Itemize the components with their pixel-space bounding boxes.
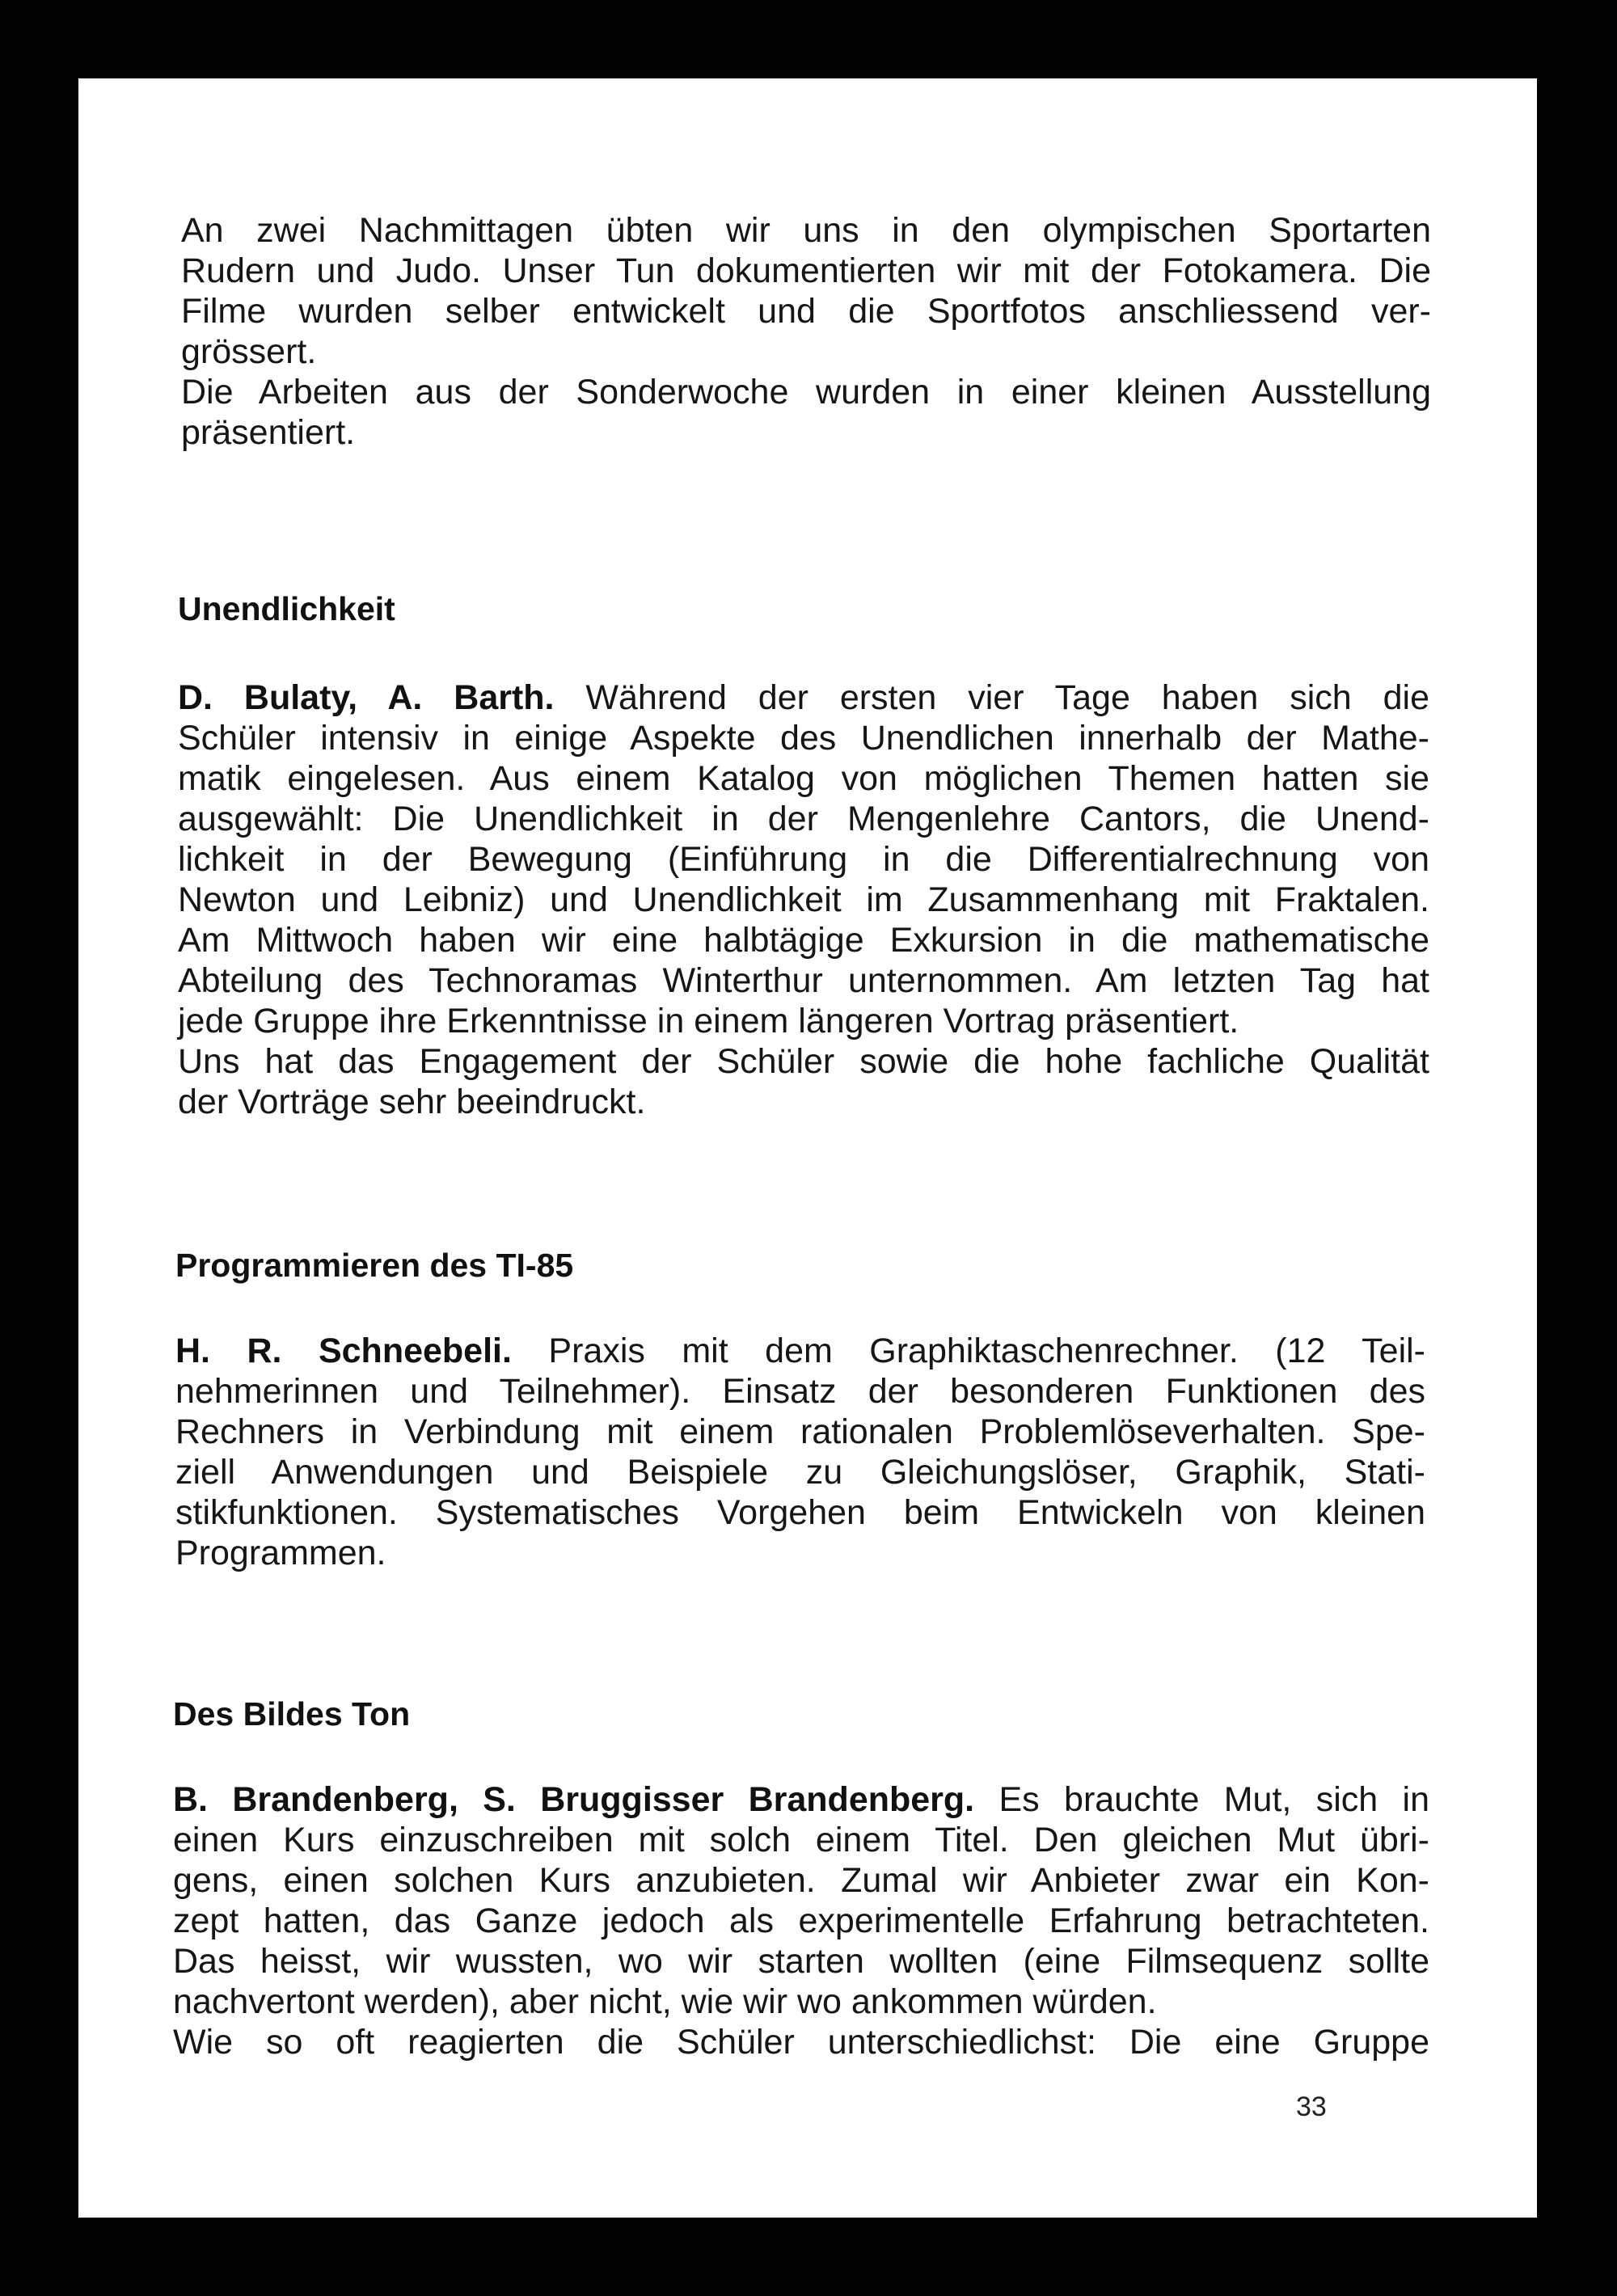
text-line: Uns hat das Engagement der Schüler sowie die hohe fachliche Qualität — [178, 1042, 1429, 1081]
text-line: lichkeit in der Bewegung (Einführung in die Differentialrechnung von — [178, 840, 1429, 879]
text-line — [175, 1331, 1425, 1371]
text-line: Abteilung des Technoramas Winterthur unternommen. Am letzten Tag hat — [178, 961, 1429, 1000]
text-line: ziell Anwendungen und Beispiele zu Gleichungslöser, Graphik, Stati- — [175, 1453, 1425, 1492]
section-heading: Unendlichkeit — [178, 590, 395, 627]
text-line: Programmen. — [175, 1534, 386, 1572]
text-line: nehmerinnen und Teilnehmer). Einsatz der besonderen Funktionen des — [175, 1372, 1425, 1411]
text-line: jede Gruppe ihre Erkenntnisse in einem längeren Vortrag präsentiert. — [178, 1002, 1239, 1040]
document-page — [78, 78, 1537, 2218]
text-line: Wie so oft reagierten die Schüler unterschiedlichst: Die eine Gruppe — [173, 2023, 1429, 2062]
author-names: B. Brandenberg, S. Bruggisser Brandenberg. — [173, 1780, 975, 1819]
text-span: Praxis mit dem Graphiktaschenrechner. (12 Teil- — [548, 1332, 1425, 1370]
text-line — [173, 1779, 1429, 1820]
text-line: zept hatten, das Ganze jedoch als experimentelle Erfahrung betrachteten. — [173, 1901, 1429, 1940]
text-line: nachvertont werden), aber nicht, wie wir wo ankommen würden. — [173, 1982, 1157, 2021]
text-line: Die Arbeiten aus der Sonderwoche wurden in einer kleinen Ausstellung — [181, 373, 1431, 412]
text-line: stikfunktionen. Systematisches Vorgehen beim Entwickeln von kleinen — [175, 1493, 1425, 1532]
text-line: Schüler intensiv in einige Aspekte des Unendlichen innerhalb der Mathe- — [178, 719, 1429, 758]
text-line: Newton und Leibniz) und Unendlichkeit im Zusammenhang mit Fraktalen. — [178, 880, 1429, 919]
text-line: Am Mittwoch haben wir eine halbtägige Exkursion in die mathematische — [178, 921, 1429, 960]
text-line: matik eingelesen. Aus einem Katalog von möglichen Themen hatten sie — [178, 759, 1429, 798]
text-line: Filme wurden selber entwickelt und die Sportfotos anschliessend ver- — [181, 292, 1431, 331]
page-number: 33 — [1296, 2091, 1327, 2122]
text-line: Das heisst, wir wussten, wo wir starten wollten (eine Filmsequenz sollte — [173, 1942, 1429, 1981]
text-line — [178, 677, 1429, 718]
text-line: grössert. — [181, 332, 317, 371]
section-heading: Des Bildes Ton — [173, 1695, 411, 1733]
text-line: Rudern und Judo. Unser Tun dokumentierten wir mit der Fotokamera. Die — [181, 251, 1431, 290]
text-line: präsentiert. — [181, 413, 356, 452]
text-line: ausgewählt: Die Unendlichkeit in der Mengenlehre Cantors, die Unend- — [178, 800, 1429, 838]
author-names: H. R. Schneebeli. — [175, 1332, 512, 1370]
text-line: gens, einen solchen Kurs anzubieten. Zumal wir Anbieter zwar ein Kon- — [173, 1861, 1429, 1900]
section-heading: Programmieren des TI-85 — [175, 1247, 574, 1284]
text-line: An zwei Nachmittagen übten wir uns in den olympischen Sportarten — [181, 211, 1431, 250]
text-line: Rechners in Verbindung mit einem rationalen Problemlöseverhalten. Spe- — [175, 1412, 1425, 1451]
text-span: Während der ersten vier Tage haben sich die — [585, 678, 1429, 717]
text-line: der Vorträge sehr beeindruckt. — [178, 1083, 646, 1121]
text-line: einen Kurs einzuschreiben mit solch einem Titel. Den gleichen Mut übri- — [173, 1821, 1429, 1859]
author-names: D. Bulaty, A. Barth. — [178, 678, 555, 717]
text-span: Es brauchte Mut, sich in — [998, 1780, 1429, 1819]
